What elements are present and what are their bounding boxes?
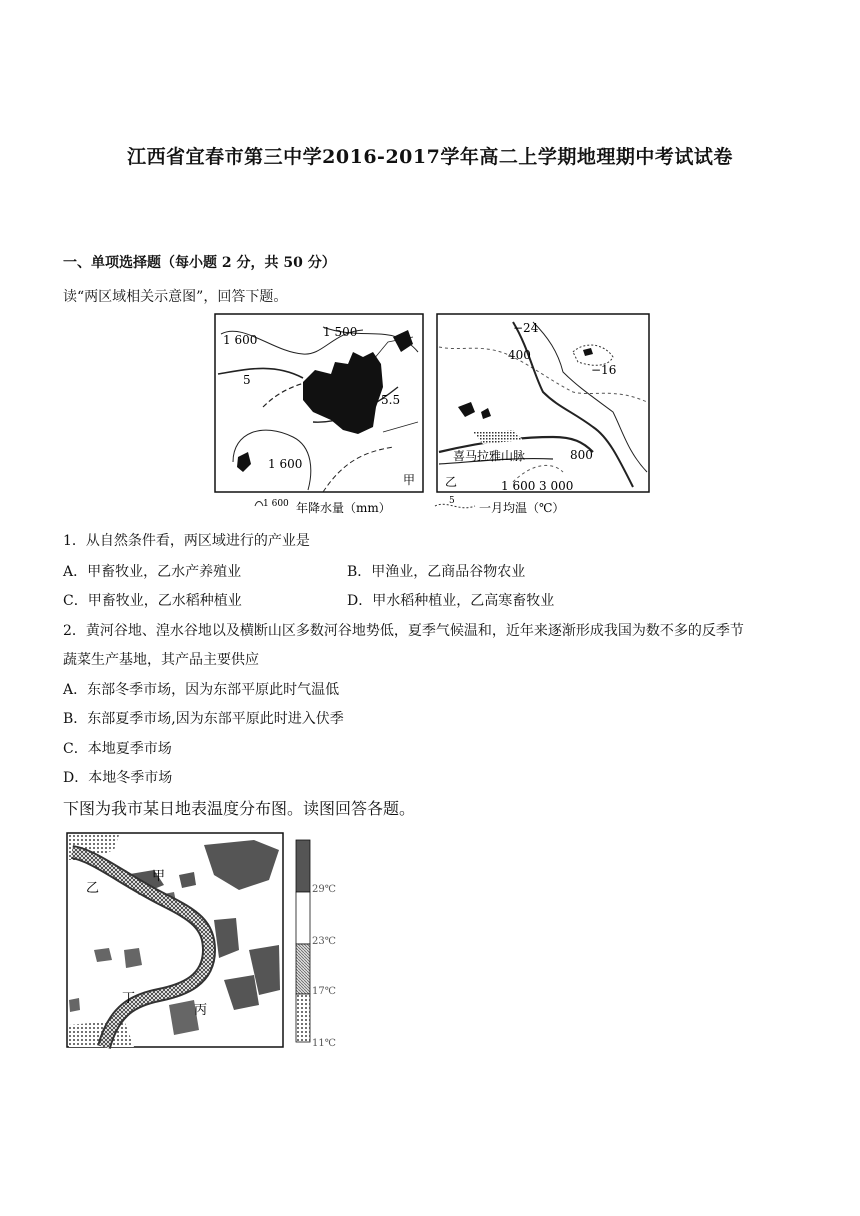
label-1600-b: 1 600 [268, 457, 303, 471]
two-regions-map [213, 312, 653, 522]
legend-precip-text: 年降水量（mm） [296, 501, 391, 515]
page-title: 江西省宜春市第三中学2016-2017学年高二上学期地理期中考试试卷 [127, 146, 733, 168]
question-1-stem: 1．从自然条件看，两区域进行的产业是 [63, 533, 310, 549]
label-1600-a: 1 600 [223, 333, 258, 347]
legend-precip-num: 1 600 [263, 499, 289, 509]
label-5: 5 [243, 373, 251, 387]
question-1-option-b: B．甲渔业，乙商品谷物农业 [347, 564, 526, 580]
label-yi: 乙 [445, 475, 458, 489]
question-2-option-c: C．本地夏季市场 [63, 741, 172, 757]
section-heading: 一、单项选择题（每小题 2 分，共 50 分） [63, 255, 336, 271]
label-3000: 3 000 [539, 479, 574, 493]
label-5-5: 5.5 [381, 393, 401, 407]
label-minus-24: −24 [513, 321, 539, 335]
question-2-option-b: B．东部夏季市场,因为东部平原此时进入伏季 [63, 711, 344, 727]
legend-temp-text: 一月均温（℃） [479, 501, 565, 515]
label-minus-16: −16 [591, 363, 617, 377]
question-2-stem-line-1: 2．黄河谷地、湟水谷地以及横断山区多数河谷地势低，夏季气候温和，近年来逐渐形成我国为数不多的反季节 [63, 623, 744, 639]
scale-29: 29℃ [312, 884, 336, 895]
scale-23: 23℃ [312, 936, 336, 947]
question-2-option-a: A．东部冬季市场，因为东部平原此时气温低 [63, 682, 340, 698]
label-yi: 乙 [86, 881, 100, 896]
map-right-panel [437, 314, 649, 493]
question-1-option-d: D．甲水稻种植业，乙高寒畜牧业 [347, 593, 555, 609]
scale-11: 11℃ [312, 1038, 336, 1049]
map-legend [255, 496, 564, 515]
label-bing: 丙 [194, 1003, 208, 1018]
intro-text-2: 下图为我市某日地表温度分布图。读图回答各题。 [63, 799, 416, 818]
legend-temp-num: 5 [449, 496, 455, 506]
label-1600: 1 600 [501, 479, 536, 493]
label-jia: 甲 [152, 869, 166, 884]
label-400: 400 [508, 348, 531, 362]
map-left-panel [215, 314, 423, 492]
label-ding: 丁 [122, 991, 136, 1006]
scale-17: 17℃ [312, 986, 336, 997]
question-2-stem-line-2: 蔬菜生产基地，其产品主要供应 [63, 652, 259, 668]
label-jia: 甲 [403, 473, 416, 487]
label-800: 800 [570, 448, 593, 462]
question-1-option-c: C．甲畜牧业，乙水稻种植业 [63, 593, 242, 609]
intro-text-1: 读“两区域相关示意图”，回答下题。 [63, 289, 288, 305]
question-1-option-a: A．甲畜牧业，乙水产养殖业 [63, 564, 242, 580]
label-himalaya: 喜马拉雅山脉 [453, 449, 526, 463]
label-1500: 1 500 [323, 325, 358, 339]
surface-temperature-map [64, 830, 354, 1052]
question-2-option-d: D．本地冬季市场 [63, 770, 173, 786]
temperature-scale [296, 840, 336, 1049]
